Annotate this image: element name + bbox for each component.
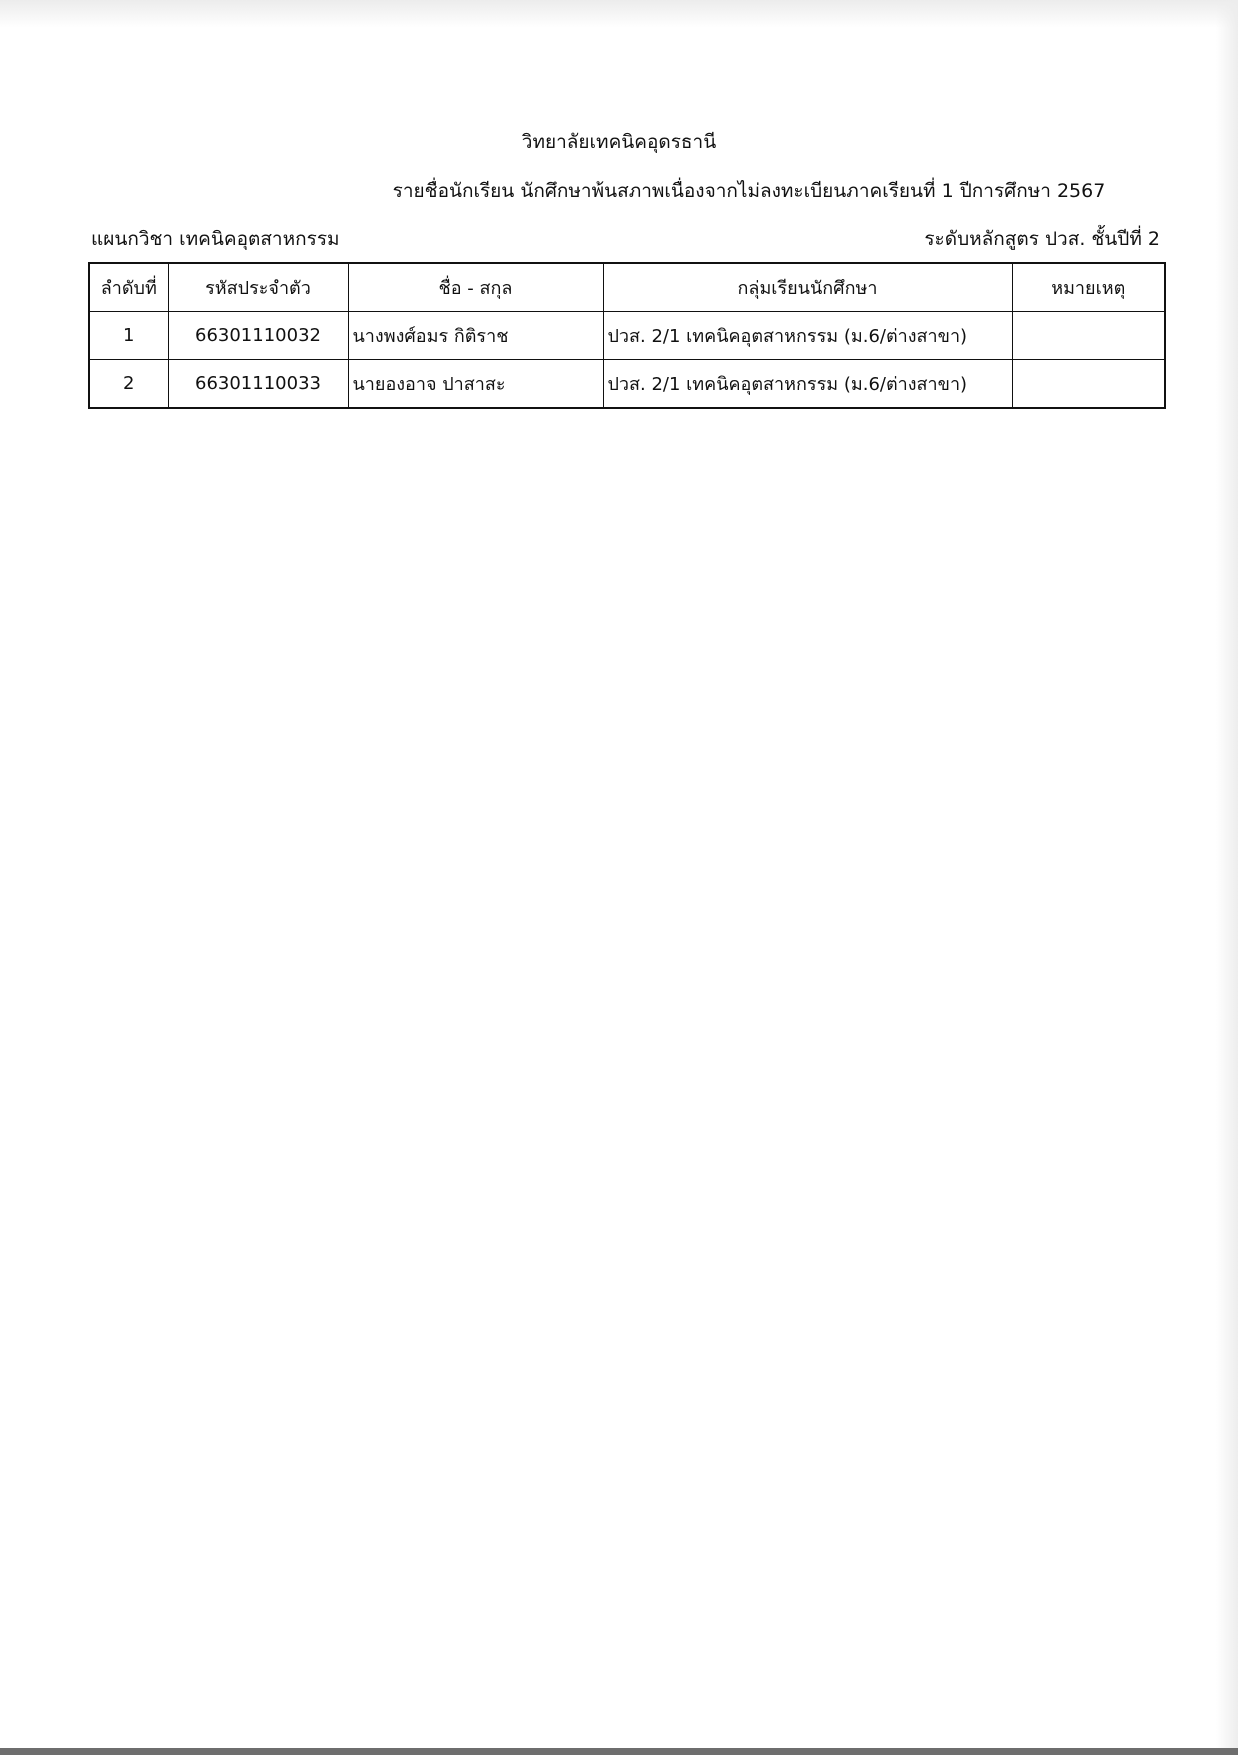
column-header-student-id: รหัสประจำตัว (168, 263, 348, 312)
institution-title: วิทยาลัยเทคนิคอุดรธานี (521, 131, 717, 153)
cell-remark (1012, 312, 1165, 360)
table-row (89, 360, 1165, 409)
document-subtitle: รายชื่อนักเรียน นักศึกษาพ้นสภาพเนื่องจากไม่ลงทะเบียนภาคเรียนที่ 1 ปีการศึกษา 2567 (392, 180, 1106, 202)
cell-group: ปวส. 2/1 เทคนิคอุตสาหกรรม (ม.6/ต่างสาขา) (603, 360, 1012, 409)
student-roster-table (88, 262, 1166, 409)
cell-no: 1 (89, 312, 168, 360)
scan-edge-bottom (0, 1748, 1238, 1755)
program-level-label: ระดับหลักสูตร ปวส. ชั้นปีที่ 2 (924, 228, 1160, 250)
cell-student-id: 66301110033 (168, 360, 348, 409)
cell-group: ปวส. 2/1 เทคนิคอุตสาหกรรม (ม.6/ต่างสาขา) (603, 312, 1012, 360)
scan-shadow-top (0, 0, 1238, 28)
cell-name: นายองอาจ ปาสาสะ (348, 360, 603, 409)
table-header-row (89, 263, 1165, 312)
cell-no: 2 (89, 360, 168, 409)
column-header-group: กลุ่มเรียนนักศึกษา (603, 263, 1012, 312)
table-row (89, 312, 1165, 360)
cell-remark (1012, 360, 1165, 409)
column-header-no: ลำดับที่ (89, 263, 168, 312)
cell-student-id: 66301110032 (168, 312, 348, 360)
scan-shadow-right (1216, 0, 1238, 1755)
column-header-name: ชื่อ - สกุล (348, 263, 603, 312)
column-header-remark: หมายเหตุ (1012, 263, 1165, 312)
department-label: แผนกวิชา เทคนิคอุตสาหกรรม (91, 228, 340, 250)
cell-name: นางพงศ์อมร กิติราช (348, 312, 603, 360)
